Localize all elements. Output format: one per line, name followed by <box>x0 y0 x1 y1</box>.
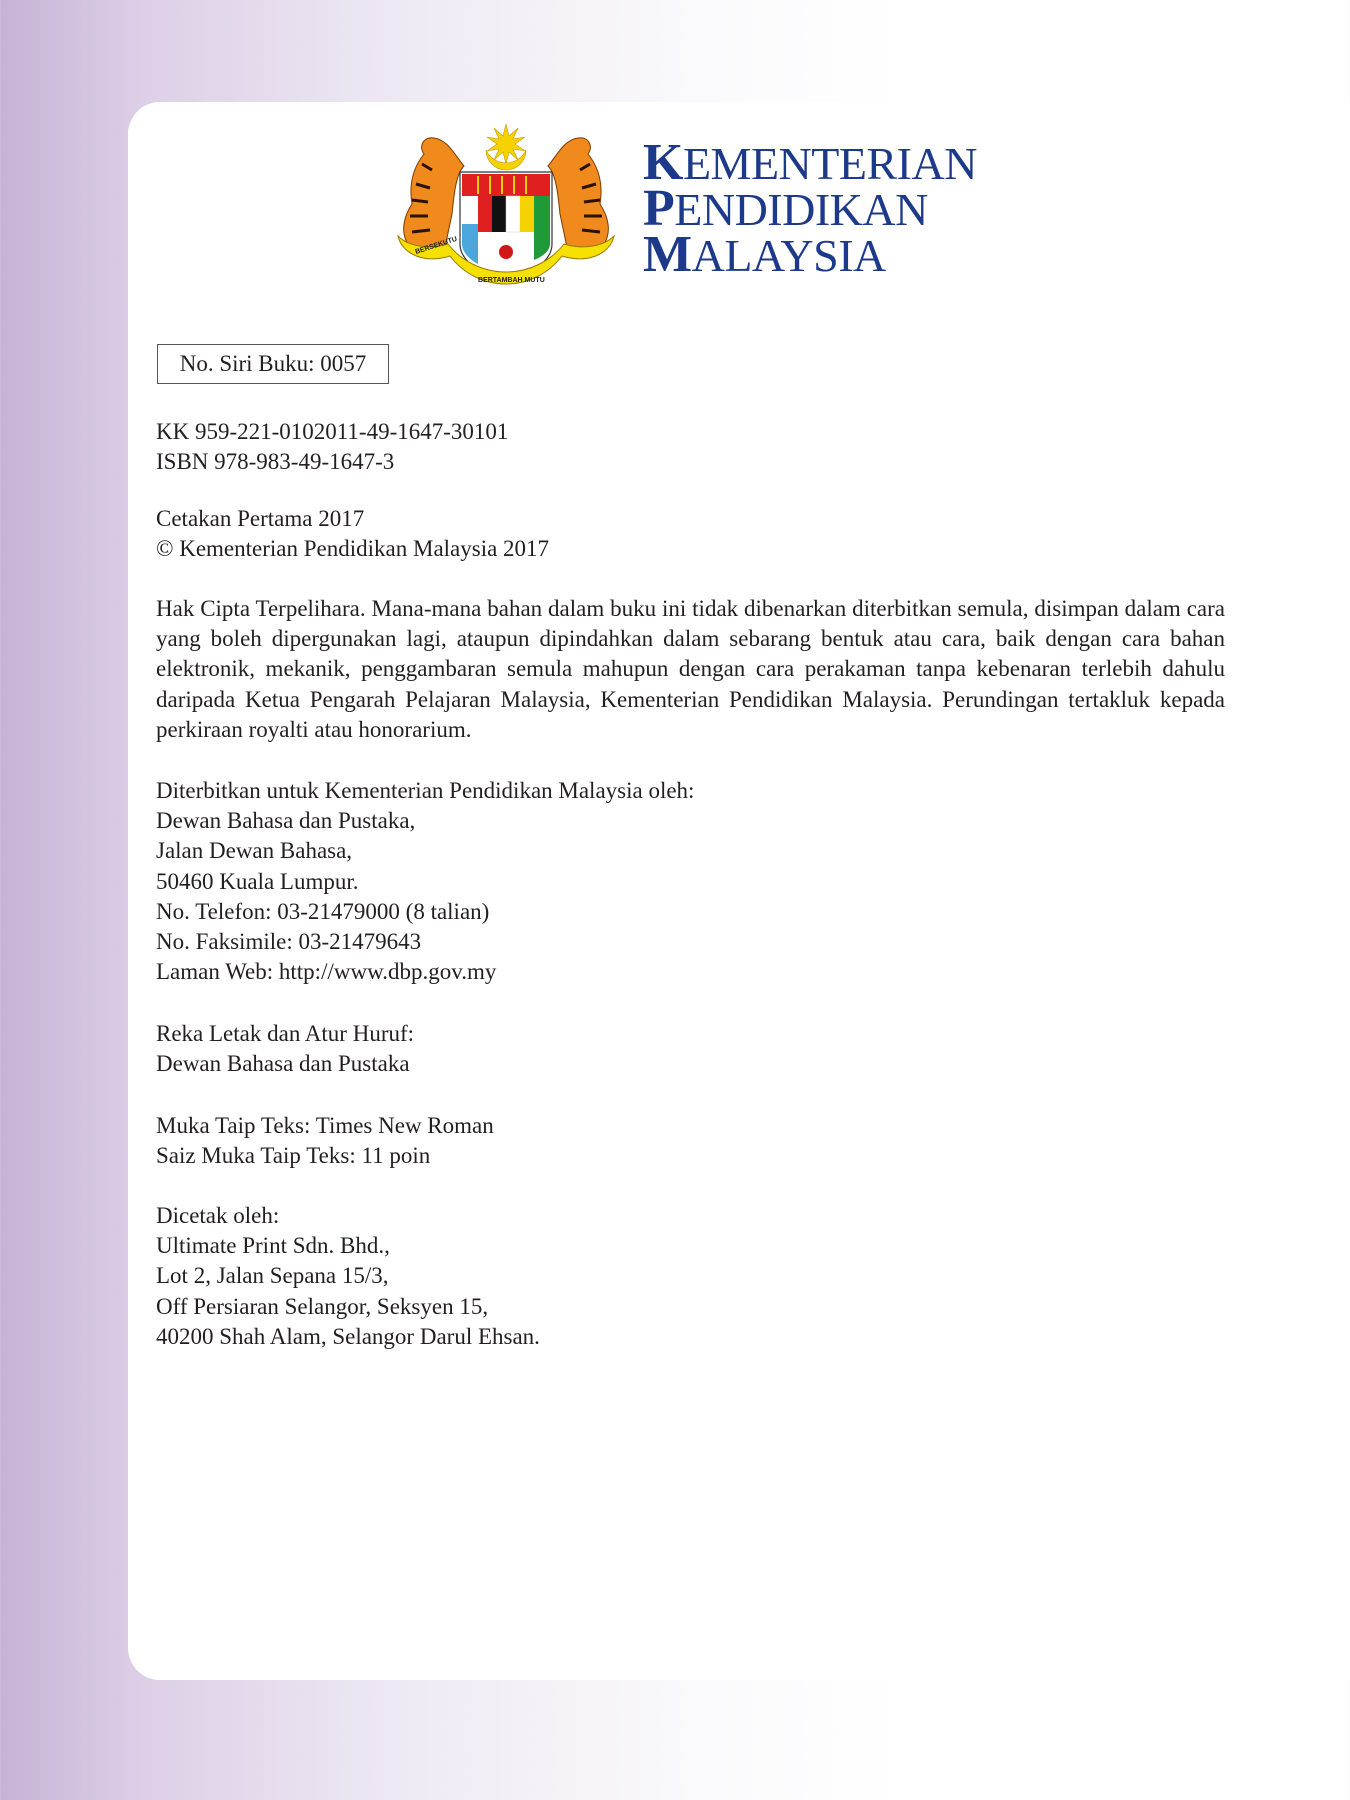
printer-line: Ultimate Print Sdn. Bhd., <box>156 1233 390 1259</box>
printer-info <box>156 1201 1225 1352</box>
motto-bottom-text: BERTAMBAH MUTU <box>478 277 545 284</box>
tiger-right-icon <box>548 138 608 258</box>
layout-credit-label: Reka Letak dan Atur Huruf: <box>156 1021 415 1046</box>
ministry-word-2: ENDIDIKAN <box>674 184 928 235</box>
edition-line: Cetakan Pertama 2017 <box>156 506 365 531</box>
publisher-line: Jalan Dewan Bahasa, <box>156 838 353 864</box>
initial-m: M <box>643 226 692 283</box>
publisher-fax: No. Faksimile: 03-21479643 <box>156 929 422 955</box>
typeface-info <box>156 1111 1225 1171</box>
layout-credit-value: Dewan Bahasa dan Pustaka <box>156 1051 410 1077</box>
kk-code: KK 959-221-0102011-49-1647-30101 <box>156 419 509 444</box>
layout-credit <box>156 1019 1225 1079</box>
publisher-line: Diterbitkan untuk Kementerian Pendidikan Malaysia oleh: <box>156 778 695 803</box>
publisher-website: Laman Web: http://www.dbp.gov.my <box>156 959 497 985</box>
copyright-line: © Kementerian Pendidikan Malaysia 2017 <box>156 536 550 562</box>
printer-line: Dicetak oleh: <box>156 1203 280 1228</box>
publisher-line: 50460 Kuala Lumpur. <box>156 868 359 894</box>
ministry-line-1 <box>643 134 977 191</box>
ministry-name <box>643 134 977 283</box>
serial-number-box: No. Siri Buku: 0057 <box>157 344 389 384</box>
publisher-line: Dewan Bahasa dan Pustaka, <box>156 808 416 834</box>
initial-p: P <box>643 180 675 237</box>
initial-k: K <box>643 134 683 191</box>
printer-line: Off Persiaran Selangor, Seksyen 15, <box>156 1293 489 1319</box>
motto-left-text: BERSEKUTU <box>414 235 459 256</box>
ministry-line-2 <box>643 180 977 237</box>
ministry-line-3 <box>643 226 977 283</box>
printer-line: 40200 Shah Alam, Selangor Darul Ehsan. <box>156 1323 540 1349</box>
typeface-size-line: Saiz Muka Taip Teks: 11 poin <box>156 1143 431 1169</box>
isbn: ISBN 978-983-49-1647-3 <box>156 449 395 475</box>
malaysia-coat-of-arms-logo <box>394 124 618 300</box>
publisher-phone: No. Telefon: 03-21479000 (8 talian) <box>156 898 490 924</box>
edition-info <box>156 504 1225 564</box>
typeface-line: Muka Taip Teks: Times New Roman <box>156 1113 494 1138</box>
printer-line: Lot 2, Jalan Sepana 15/3, <box>156 1263 389 1289</box>
publisher-info <box>156 776 1225 987</box>
copyright-paragraph: Hak Cipta Terpelihara. Mana-mana bahan dalam buku ini tidak dibenarkan diterbitkan semula, disimpan dalam cara yang boleh dipergunakan lagi, ataupun dipindahkan dalam sebarang bentuk atau cara, baik dengan cara bahan elektronik, mekanik, penggambaran semula mahupun dengan cara perakaman tanpa kebenaran terlebih dahulu daripada Ketua Pengarah Pelajaran Malaysia, Kementerian Pendidikan Malaysia. Perundingan tertakluk kepada perkiraan royalti atau honorarium. <box>156 596 1225 742</box>
ministry-word-3: ALAYSIA <box>691 230 886 281</box>
book-codes <box>156 417 1225 477</box>
ministry-word-1: EMENTERIAN <box>682 138 977 189</box>
